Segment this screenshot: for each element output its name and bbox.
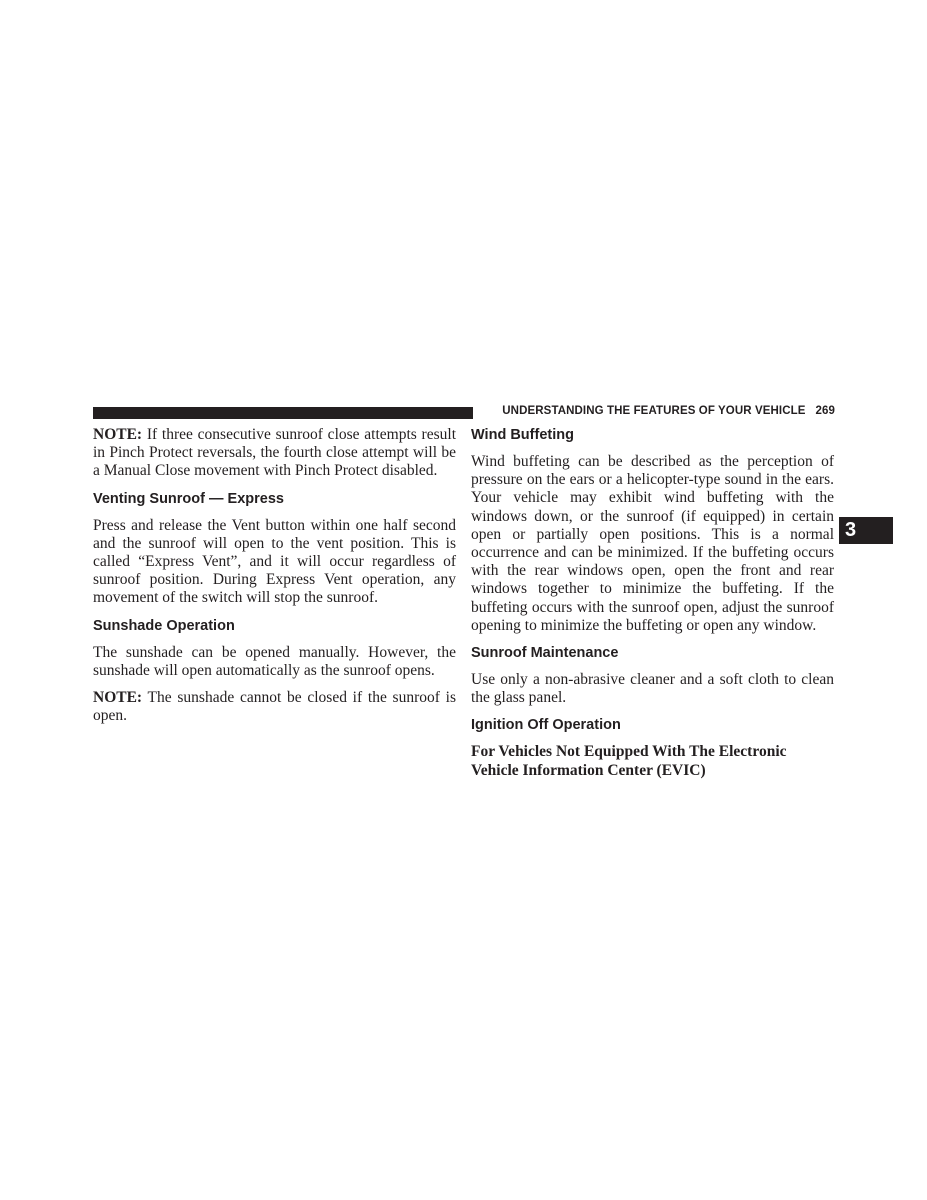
heading-sunshade-operation: Sunshade Operation xyxy=(93,617,235,634)
heading-ignition-off-operation: Ignition Off Operation xyxy=(471,717,621,734)
note-pinch-protect xyxy=(93,426,456,481)
note-label: NOTE: xyxy=(93,689,143,707)
ignition-subheading: For Vehicles Not Equipped With The Electronic Vehicle Information Center (EVIC) xyxy=(471,743,787,779)
heading-sunroof-maintenance: Sunroof Maintenance xyxy=(471,645,619,662)
note-text: The sunshade cannot be closed if the sunroof is open. xyxy=(93,689,456,725)
note-label: NOTE: xyxy=(93,426,143,443)
heading-venting-sunroof: Venting Sunroof — Express xyxy=(93,490,284,507)
page-number: 269 xyxy=(815,405,835,417)
left-column xyxy=(93,426,456,734)
note-sunshade xyxy=(93,689,456,725)
sunshade-paragraph: The sunshade can be opened manually. However, the sunshade will open automatically as the sunroof opens. xyxy=(93,643,456,679)
venting-paragraph: Press and release the Vent button within one half second and the sunroof will open to the vent position. This is called “Express Vent”, and it will occur regardless of sunroof position. During Express Vent operation, any movement of the switch will stop the sunroof. xyxy=(93,516,456,607)
heading-wind-buffeting: Wind Buffeting xyxy=(471,427,574,443)
wind-buffeting-paragraph: Wind buffeting can be described as the perception of pressure on the ears or a helicopter-type sound in the ears. Your vehicle may exhibit wind buffeting with the windows down, or the sunroof (if equipped) in certain open or partially open positions. This is a normal occurrence and can be minimized. If the buffeting occurs with the rear windows open, open the front and rear windows together to minimize the buffeting. If the buffeting occurs with the sunroof open, adjust the sunroof opening to minimize the buffeting or open any window. xyxy=(471,453,834,634)
running-header xyxy=(483,405,835,417)
right-column xyxy=(471,426,834,789)
header-rule-bar xyxy=(93,407,473,419)
maintenance-paragraph: Use only a non-abrasive cleaner and a soft cloth to clean the glass panel. xyxy=(471,671,834,707)
note-text: If three consecutive sunroof close attempts result in Pinch Protect reversals, the fourth close attempt will be a Manual Close movement with Pinch Protect disabled. xyxy=(93,426,456,480)
section-title: UNDERSTANDING THE FEATURES OF YOUR VEHICLE xyxy=(502,405,806,417)
chapter-tab: 3 xyxy=(839,517,893,544)
